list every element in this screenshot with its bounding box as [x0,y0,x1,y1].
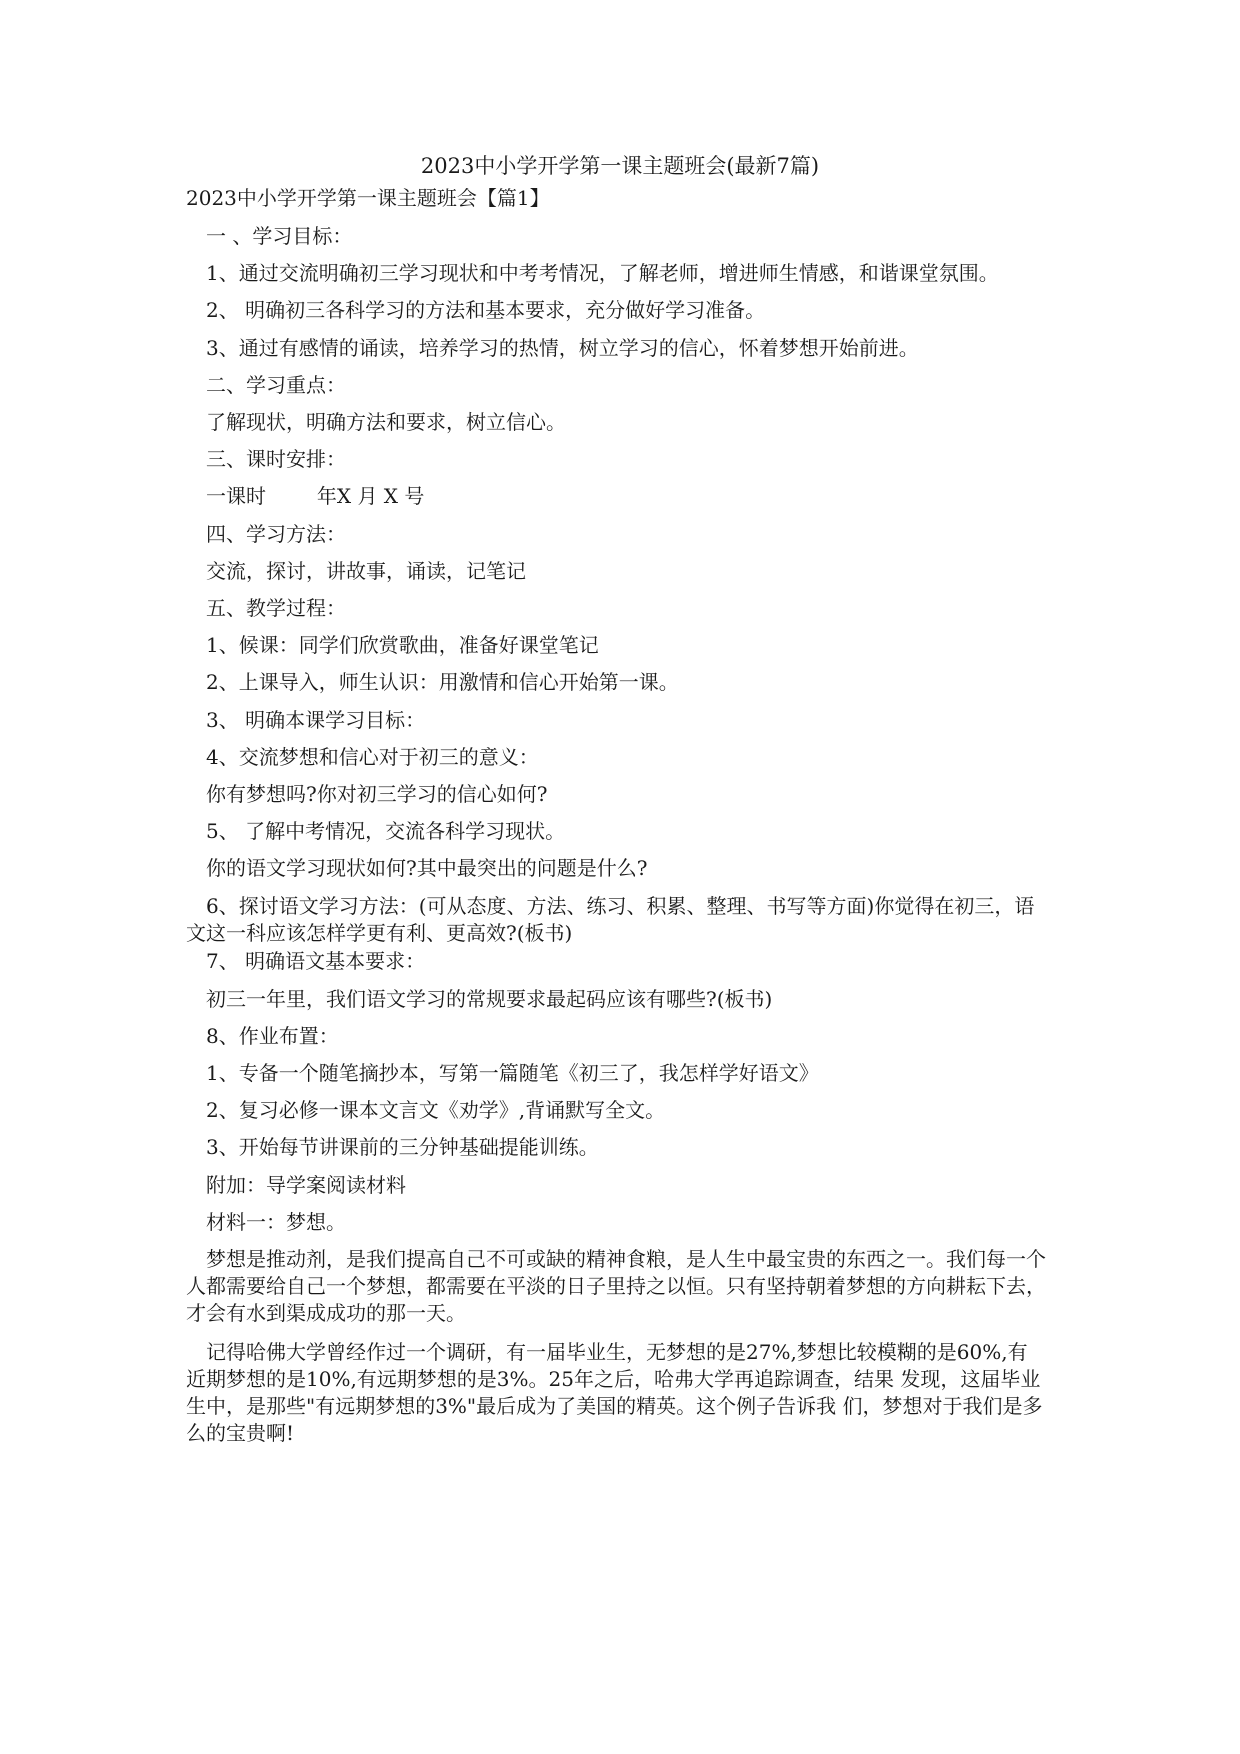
paragraph: 3、 明确本课学习目标： [206,708,426,732]
paragraph: 一课时 年X 月 X 号 [206,484,425,508]
paragraph: 2、上课导入，师生认识：用激情和信心开始第一课。 [206,670,679,694]
paragraph: 四、学习方法： [206,522,346,546]
paragraph: 3、通过有感情的诵读，培养学习的热情，树立学习的信心，怀着梦想开始前进。 [206,336,919,360]
paragraph: 三、课时安排： [206,447,346,471]
document-title: 2023中小学开学第一课主题班会(最新7篇) [420,154,820,178]
paragraph: 一 、学习目标： [206,224,353,248]
paragraph: 附加：导学案阅读材料 [206,1173,406,1197]
paragraph: 五、教学过程： [206,596,346,620]
paragraph: 4、交流梦想和信心对于初三的意义： [206,745,539,769]
paragraph: 2、复习必修一课本文言文《劝学》,背诵默写全文。 [206,1098,666,1122]
paragraph: 7、 明确语文基本要求： [206,949,426,973]
paragraph: 1、专备一个随笔摘抄本，写第一篇随笔《初三了，我怎样学好语文》 [206,1061,819,1085]
paragraph: 6、探讨语文学习方法：(可从态度、方法、练习、积累、整理、书写等方面)你觉得在初三，语文这一科应该怎样学更有利、更高效?(板书) [186,894,1035,945]
paragraph: 材料一：梦想。 [206,1210,346,1234]
paragraph: 记得哈佛大学曾经作过一个调研，有一届毕业生，无梦想的是27%,梦想比较模糊的是60%,有近期梦想的是10%,有远期梦想的是3%。25年之后，哈弗大学再追踪调查，结果 发现，这届毕业生中，是那些"有远期梦想的3%"最后成为了美国的精英。这个例子告诉我 们，梦想对于我们是多么的宝贵啊! [186,1340,1043,1445]
section-heading: 2023中小学开学第一课主题班会【篇1】 [186,186,550,210]
paragraph: 交流，探讨，讲故事，诵读，记笔记 [206,559,526,583]
paragraph: 1、候课：同学们欣赏歌曲，准备好课堂笔记 [206,633,599,657]
paragraph: 梦想是推动剂，是我们提高自己不可或缺的精神食粮，是人生中最宝贵的东西之一。我们每一个人都需要给自己一个梦想，都需要在平淡的日子里持之以恒。只有坚持朝着梦想的方向耕耘下去，才会有水到渠成成功的那一天。 [186,1247,1046,1325]
paragraph: 5、 了解中考情况，交流各科学习现状。 [206,819,566,843]
paragraph: 初三一年里，我们语文学习的常规要求最起码应该有哪些?(板书) [206,987,773,1011]
paragraph: 你的语文学习现状如何?其中最突出的问题是什么? [206,856,648,880]
paragraph: 2、 明确初三各科学习的方法和基本要求，充分做好学习准备。 [206,298,766,322]
paragraph: 8、作业布置： [206,1024,339,1048]
paragraph: 1、通过交流明确初三学习现状和中考考情况，了解老师，增进师生情感，和谐课堂氛围。 [206,261,999,285]
paragraph: 了解现状，明确方法和要求，树立信心。 [206,410,566,434]
paragraph: 3、开始每节讲课前的三分钟基础提能训练。 [206,1135,599,1159]
paragraph: 二、学习重点： [206,373,346,397]
paragraph: 你有梦想吗?你对初三学习的信心如何? [206,782,548,806]
